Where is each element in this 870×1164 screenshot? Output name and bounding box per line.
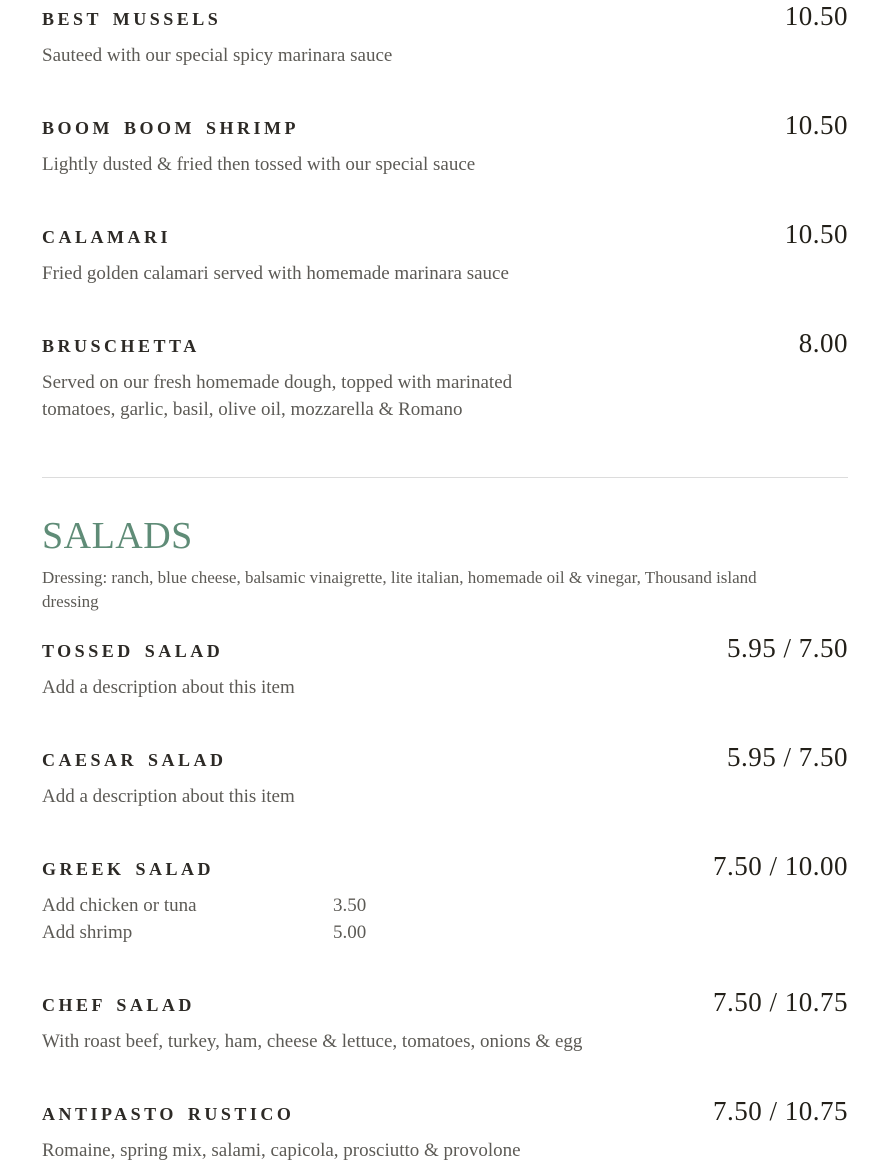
description-line: With roast beef, turkey, ham, cheese & lettuce, tomatoes, onions & egg [42,1031,583,1052]
item-name: ANTIPASTO RUSTICO [42,1104,295,1124]
item-price: 7.50 / 10.75 [712,1096,848,1126]
item-description [42,151,848,178]
item-name: CALAMARI [42,227,171,247]
menu-item [42,986,848,1055]
item-price: 7.50 / 10.00 [712,851,848,881]
menu-item [42,850,848,946]
item-price: 10.50 [784,1,848,31]
description-line: Served on our fresh homemade dough, topped with marinated [42,372,513,393]
item-description [42,783,848,810]
item-header [42,986,848,1021]
modifier-label: Add shrimp [42,922,133,943]
item-price: 5.95 / 7.50 [726,742,848,772]
item-name: CHEF SALAD [42,995,195,1015]
section-note [42,566,848,614]
menu-item [42,109,848,178]
menu-item [42,327,848,423]
item-header [42,850,848,885]
item-description [42,1137,848,1164]
section-title: SALADS [42,515,193,557]
section-appetizers [42,0,848,423]
description-line: Sauteed with our special spicy marinara sauce [42,45,393,66]
item-name: BRUSCHETTA [42,336,200,356]
menu-item [42,218,848,287]
item-header [42,632,848,667]
menu-item [42,0,848,69]
menu-item [42,741,848,810]
description-line: Romaine, spring mix, salami, capicola, prosciutto & provolone [42,1140,521,1161]
item-name: TOSSED SALAD [42,641,224,661]
item-description [42,674,848,701]
menu-item [42,632,848,701]
item-price: 7.50 / 10.75 [712,987,848,1017]
item-price: 10.50 [784,110,848,140]
item-description [42,1028,848,1055]
item-header [42,218,848,253]
modifier-price: 3.50 [333,895,367,916]
item-header [42,741,848,776]
item-name: CAESAR SALAD [42,750,227,770]
item-price: 8.00 [798,328,848,358]
item-header [42,0,848,35]
description-line: Lightly dusted & fried then tossed with our special sauce [42,154,476,175]
item-name: BEST MUSSELS [42,9,222,29]
item-name: GREEK SALAD [42,859,215,879]
description-line: tomatoes, garlic, basil, olive oil, mozzarella & Romano [42,399,463,420]
item-price: 10.50 [784,219,848,249]
modifier-price: 5.00 [333,922,367,943]
item-description [42,369,848,423]
menu-item [42,1095,848,1164]
modifier-label: Add chicken or tuna [42,895,197,916]
description-line: Fried golden calamari served with homemade marinara sauce [42,263,509,284]
description-line: Add a description about this item [42,677,295,698]
item-description [42,260,848,287]
item-description [42,42,848,69]
item-header [42,327,848,362]
item-header [42,1095,848,1130]
modifier-row [42,892,848,919]
item-price: 5.95 / 7.50 [726,633,848,663]
description-line: Add a description about this item [42,786,295,807]
section-divider [42,477,848,478]
item-header [42,109,848,144]
section-salads [42,514,848,1164]
note-line: dressing [42,592,99,611]
item-modifiers [42,892,848,946]
note-line: Dressing: ranch, blue cheese, balsamic vinaigrette, lite italian, homemade oil & vinegar, Thousand island [42,568,757,587]
modifier-row [42,919,848,946]
item-name: BOOM BOOM SHRIMP [42,118,299,138]
